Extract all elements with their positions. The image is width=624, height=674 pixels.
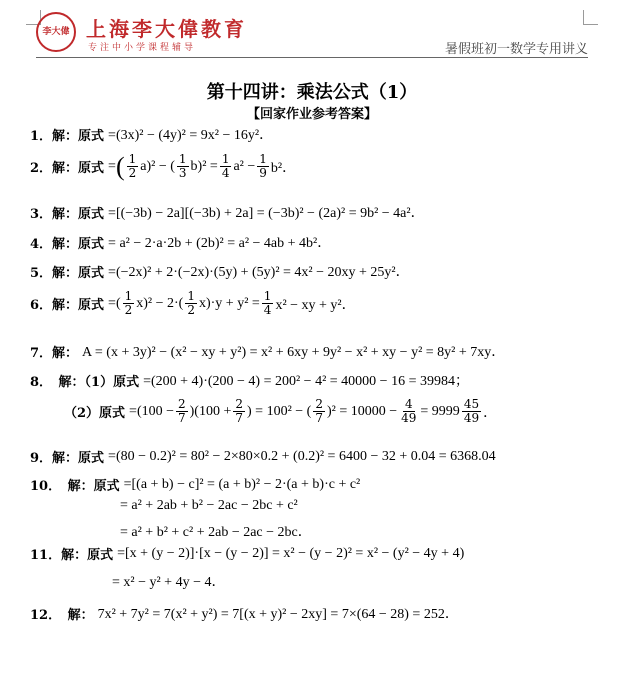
answer-label: 4．解：原式 [30, 236, 105, 252]
numerator: 4 [404, 397, 413, 411]
answer-12 [30, 603, 459, 623]
answer-expression: = a² + b² + c² + 2ab − 2ac − 2bc． [120, 525, 312, 540]
expr-part: )² = 10000 − [326, 403, 398, 419]
brand-name: 上海李大偉教育 [86, 17, 247, 41]
expr-part: =(100 − [129, 403, 174, 419]
numerator: 45 [463, 397, 480, 411]
denominator: 4 [263, 303, 272, 317]
answer-expression: = a² − 2·a·2b + (2b)² = a² − 4ab + 4b²． [108, 236, 332, 251]
fraction [399, 398, 418, 425]
fraction [313, 398, 325, 425]
numerator: 1 [124, 289, 133, 303]
expr-part: ) = 100² − ( [247, 403, 312, 419]
denominator: 2 [124, 303, 133, 317]
expr-part: b²． [270, 160, 297, 176]
numerator: 2 [178, 397, 186, 411]
expr-part: a)² − ( [140, 158, 175, 174]
expr-part: = 9999 [420, 403, 460, 419]
expr-part: a² − [233, 158, 256, 174]
fraction [185, 290, 197, 317]
denominator: 2 [187, 303, 195, 317]
answer-8 [30, 370, 469, 390]
answer-6 [30, 290, 356, 317]
expr-part: b)² = [190, 158, 218, 174]
answer-10-line-3 [120, 521, 312, 541]
numerator: 1 [221, 152, 230, 166]
expr-part: )(100 + [189, 403, 232, 419]
fraction [220, 153, 232, 180]
denominator: 7 [178, 411, 186, 425]
numerator: 2 [315, 397, 323, 411]
page-header [36, 4, 588, 56]
fraction [127, 153, 139, 180]
fraction [462, 398, 481, 425]
answer-label: 6．解：原式 [30, 298, 105, 313]
answer-expression: =(−2x)² + 2·(−2x)·(5y) + (5y)² = 4x² − 20xy + 25y²． [108, 265, 410, 280]
denominator: 7 [235, 411, 244, 425]
answer-9 [30, 447, 496, 466]
answer-expression: =[(−3b) − 2a][(−3b) + 2a] = (−3b)² − (2a)² = 9b² − 4a²． [108, 206, 425, 221]
denominator: 7 [315, 411, 323, 425]
answer-label: 11．解：原式 [30, 548, 114, 563]
fraction [257, 153, 269, 180]
answer-expression: = a² + 2ab + b² − 2ac − 2bc + c² [120, 498, 298, 513]
answer-expression: =[x + (y − 2)]·[x − (y − 2)] = x² − (y − 2)² = x² − (y² − 4y + 4) [117, 545, 465, 561]
answer-label: 10． 解：原式 [30, 479, 120, 494]
numerator: 1 [178, 152, 187, 166]
numerator: 1 [259, 152, 267, 166]
answer-10-line-2 [120, 498, 298, 514]
denominator: 4 [221, 166, 230, 180]
numerator: 1 [128, 152, 137, 166]
page-subtitle: 【回家作业参考答案】 [246, 107, 377, 122]
fraction [262, 290, 274, 317]
expr-part: x)² − 2·( [136, 295, 184, 311]
logo [36, 12, 76, 52]
expr-part: ． [483, 405, 498, 421]
numerator: 1 [187, 289, 195, 303]
fraction [176, 398, 188, 425]
answer-label: 3．解：原式 [30, 206, 105, 222]
numerator: 2 [235, 397, 244, 411]
answer-expression: =(3x)² − (4y)² = 9x² − 16y²． [108, 128, 274, 143]
answer-expression: 7x² + 7y² = 7(x² + y²) = 7[(x + y)² − 2xy] = 7×(64 − 28) = 252． [97, 607, 459, 622]
page-title: 第十四讲：乘法公式（1） [206, 82, 418, 103]
answer-label: 5．解：原式 [30, 265, 105, 281]
answer-3 [30, 202, 425, 222]
expr-part: =( [108, 295, 121, 311]
denominator: 49 [463, 411, 480, 425]
denominator: 9 [259, 166, 267, 180]
answer-4 [30, 232, 331, 252]
course-name: 暑假班初一数学专用讲义 [444, 42, 588, 57]
answer-2 [30, 153, 296, 180]
answer-expression: =[(a + b) − c]² = (a + b)² − 2·(a + b)·c + c² [123, 476, 361, 492]
answer-label: 12． 解： [30, 607, 94, 623]
numerator: 1 [263, 289, 272, 303]
answer-label: 9．解：原式 [30, 451, 105, 466]
answer-expression: =(80 − 0.2)² = 80² − 2×80×0.2 + (0.2)² = 6400 − 32 + 0.04 = 6368.04 [108, 448, 496, 464]
fraction [177, 153, 189, 180]
denominator: 3 [178, 166, 187, 180]
answer-7 [30, 341, 505, 361]
fraction [233, 398, 245, 425]
brand-slogan: 专注中小学课程辅导 [88, 43, 197, 53]
answer-11-line-2 [112, 571, 225, 591]
fraction [123, 290, 135, 317]
denominator: 49 [401, 411, 417, 425]
answer-label: （2）原式 [64, 406, 126, 421]
answer-label: 8． 解：（1）原式 [30, 374, 140, 390]
answer-label: 2．解：原式 [30, 161, 105, 176]
answer-10 [30, 475, 360, 494]
denominator: 2 [128, 166, 137, 180]
answer-8-part-2 [64, 398, 497, 425]
answer-expression: =(200 + 4)·(200 − 4) = 200² − 4² = 40000 − 16 = 39984； [143, 374, 469, 389]
expr-part: = [108, 158, 116, 174]
answer-1 [30, 124, 273, 144]
answer-label: 1．解：原式 [30, 128, 105, 144]
paren: ( [115, 151, 125, 181]
expr-part: x² − xy + y²． [275, 297, 356, 313]
header-divider [36, 57, 588, 58]
answer-expression: = x² − y² + 4y − 4． [112, 575, 226, 590]
answer-label: 7．解： [30, 345, 79, 361]
logo-text: 李大偉 [42, 27, 70, 37]
answer-expression: A = (x + 3y)² − (x² − xy + y²) = x² + 6xy + 9y² − x² + xy − y² = 8y² + 7xy． [82, 345, 506, 360]
expr-part: x)·y + y² = [198, 295, 260, 311]
answer-11 [30, 544, 464, 563]
answer-5 [30, 261, 410, 281]
